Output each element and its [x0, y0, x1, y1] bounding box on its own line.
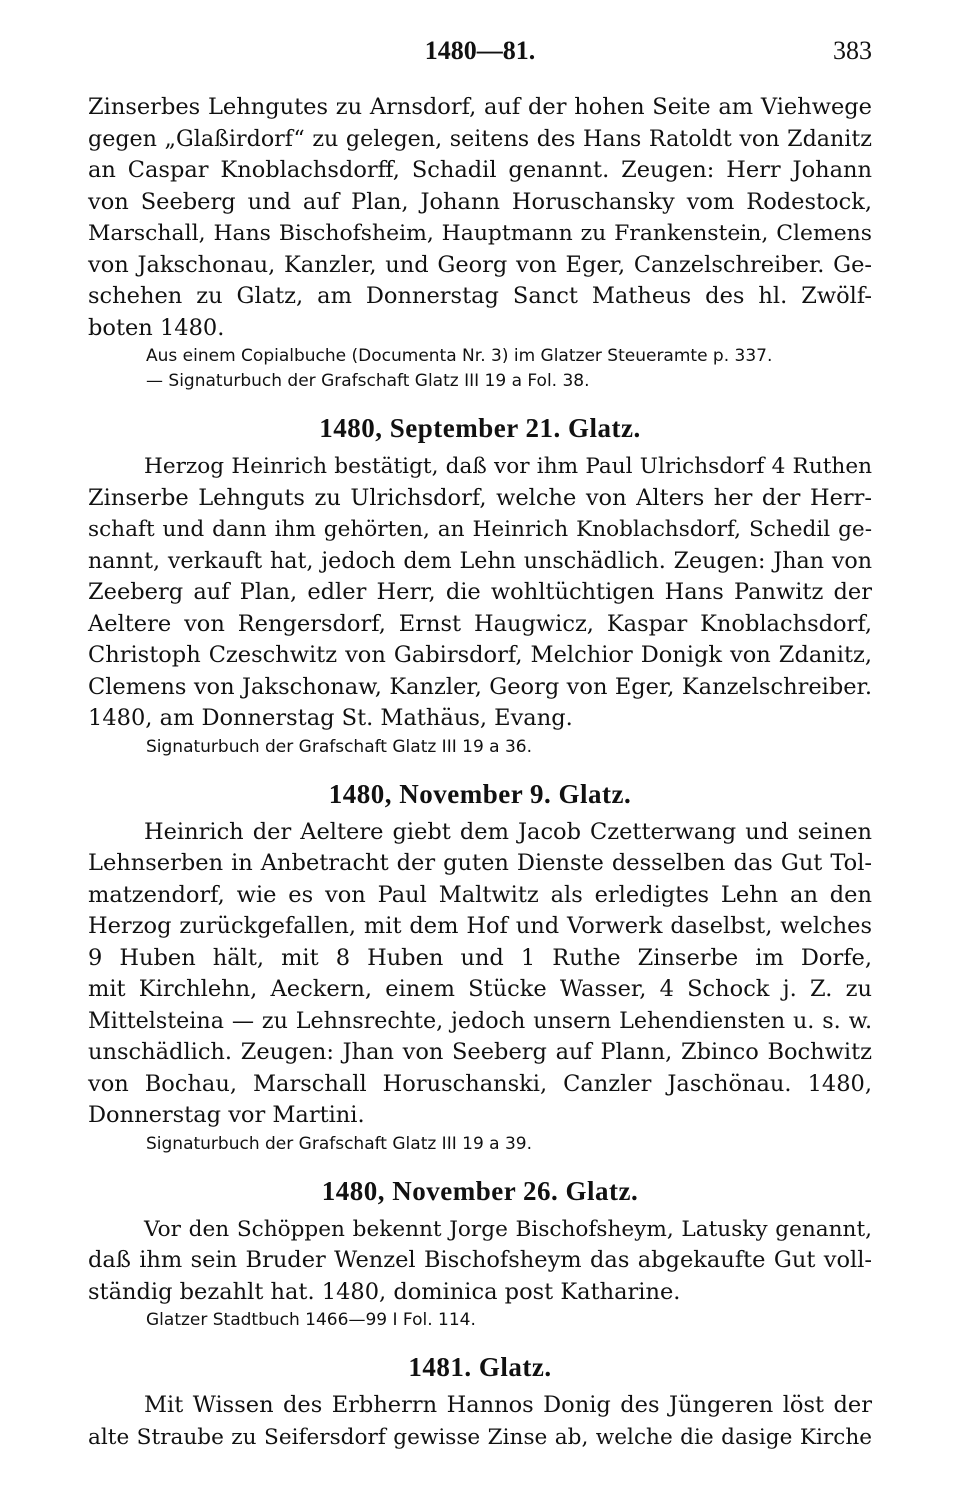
source-note	[88, 344, 872, 394]
text-line: schehen zu Glatz, am Donnerstag Sanct Matheus des hl. Zwölf-	[88, 283, 872, 309]
text-line: mit Kirchlehn, Aeckern, einem Stücke Wasser, 4 Schock j. Z. zu	[88, 976, 872, 1002]
entry-text	[88, 1390, 872, 1453]
source-note	[88, 735, 872, 760]
source-line: Signaturbuch der Grafschaft Glatz III 19 a 36.	[146, 736, 533, 757]
text-line: 1480, am Donnerstag St. Mathäus, Evang.	[88, 705, 573, 731]
text-line: Vor den Schöppen bekennt Jorge Bischofsheym, Latusky genannt,	[144, 1216, 872, 1242]
document-entry	[88, 92, 872, 394]
document-entry	[88, 1157, 872, 1334]
text-line: Lehnserben in Anbetracht der guten Dienste desselben das Gut Tol-	[88, 850, 872, 876]
text-line: gegen „Glaßirdorf“ zu gelegen, seitens des Hans Ratoldt von Zdanitz	[88, 125, 872, 152]
source-line: Glatzer Stadtbuch 1466—99 I Fol. 114.	[146, 1310, 476, 1330]
text-line: matzendorf, wie es von Paul Maltwitz als erledigtes Lehn an den	[88, 881, 872, 908]
entry-heading: 1480, November 26. Glatz.	[321, 1175, 639, 1206]
text-line: unschädlich. Zeugen: Jhan von Seeberg auf Plann, Zbinco Bochwitz	[88, 1039, 872, 1065]
text-line: Herzog Heinrich bestätigt, daß vor ihm Paul Ulrichsdorf 4 Ruthen	[144, 454, 872, 479]
source-note	[88, 1308, 872, 1333]
text-line: Zinserbes Lehngutes zu Arnsdorf, auf der hohen Seite am Viehwege	[88, 94, 872, 120]
text-line: schaft und dann ihm gehörten, an Heinrich Knoblachsdorf, Schedil ge-	[88, 517, 872, 542]
entry-text	[88, 1214, 872, 1309]
text-line: von Jakschonau, Kanzler, und Georg von Eger, Canzelschreiber. Ge-	[88, 251, 872, 278]
text-line: von Bochau, Marschall Horuschanski, Canzler Jaschönau. 1480,	[88, 1070, 872, 1097]
text-line: ständig bezahlt hat. 1480, dominica post Katharine.	[88, 1278, 681, 1305]
source-line: Signaturbuch der Grafschaft Glatz III 19 a 39.	[146, 1133, 533, 1154]
entry-heading: 1481. Glatz.	[408, 1352, 552, 1382]
text-line: alte Straube zu Seifersdorf gewisse Zinse ab, welche die dasige Kirche	[88, 1424, 872, 1450]
entry-text	[88, 817, 872, 1132]
text-line: boten 1480.	[88, 314, 225, 341]
entry-heading: 1480, November 9. Glatz.	[328, 778, 632, 809]
text-line: Zeeberg auf Plan, edler Herr, die wohltüchtigen Hans Panwitz der	[88, 579, 872, 605]
text-line: Christoph Czeschwitz von Gabirsdorf, Melchior Donigk von Zdanitz,	[88, 642, 872, 668]
text-line: 9 Huben hält, mit 8 Huben und 1 Ruthe Zinserbe im Dorfe,	[88, 944, 872, 971]
text-line: Zinserbe Lehnguts zu Ulrichsdorf, welche von Alters her der Herr-	[88, 484, 872, 511]
page-number: 383	[833, 36, 872, 65]
text-line: Aeltere von Rengersdorf, Ernst Haugwicz, Kaspar Knoblachsdorf,	[88, 610, 872, 637]
document-entry	[88, 760, 872, 1157]
entry-text	[88, 92, 872, 344]
text-line: nannt, verkauft hat, jedoch dem Lehn unschädlich. Zeugen: Jhan von	[88, 547, 872, 574]
text-line: Herzog zurückgefallen, mit dem Hof und Vorwerk daselbst, welches	[88, 913, 872, 939]
text-line: Mit Wissen des Erbherrn Hannos Donig des Jüngeren löst der	[144, 1392, 872, 1418]
entry-heading: 1480, September 21. Glatz.	[319, 413, 641, 443]
page-date-range: 1480—81.	[424, 36, 536, 65]
text-line: Clemens von Jakschonaw, Kanzler, Georg von Eger, Kanzelschreiber.	[88, 673, 872, 700]
document-entry	[88, 1333, 872, 1453]
entry-text	[88, 451, 872, 735]
source-note	[88, 1132, 872, 1157]
document-entry	[88, 394, 872, 760]
source-line: Aus einem Copialbuche (Documenta Nr. 3) im Glatzer Steueramte p. 337.	[146, 346, 773, 366]
text-line: Heinrich der Aeltere giebt dem Jacob Czetterwang und seinen	[144, 818, 872, 845]
text-line: an Caspar Knoblachsdorff, Schadil genannt. Zeugen: Herr Johann	[88, 157, 872, 183]
source-line: — Signaturbuch der Grafschaft Glatz III 19 a Fol. 38.	[146, 371, 590, 391]
text-line: Mittelsteina — zu Lehnsrechte, jedoch unsern Lehendiensten u. s. w.	[88, 1007, 872, 1034]
page-header	[88, 36, 872, 70]
text-line: von Seeberg und auf Plan, Johann Horuschansky vom Rodestock,	[88, 188, 872, 215]
document-body	[88, 92, 872, 1453]
text-line: Marschall, Hans Bischofsheim, Hauptmann zu Frankenstein, Clemens	[88, 221, 872, 246]
text-line: Donnerstag vor Martini.	[88, 1102, 365, 1128]
text-line: daß ihm sein Bruder Wenzel Bischofsheym das abgekaufte Gut voll-	[88, 1247, 872, 1273]
